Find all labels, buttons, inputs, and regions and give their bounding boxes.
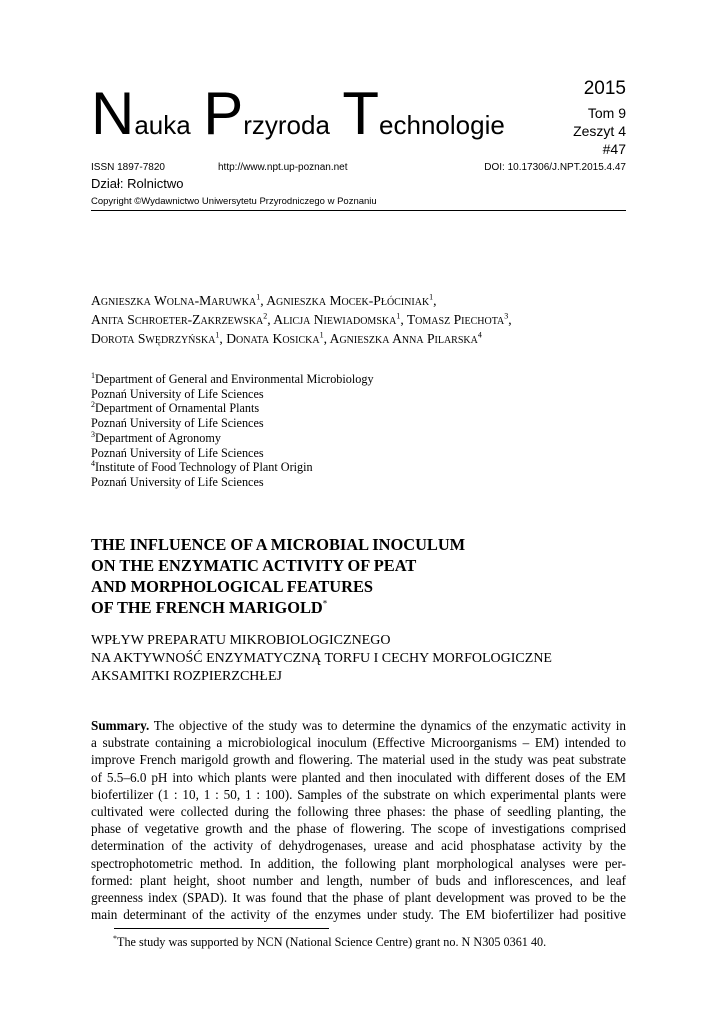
affiliation-text: Department of General and Environmental Microbiology	[95, 372, 374, 386]
journal-volume: Tom 9	[587, 105, 626, 121]
polish-title-line: NA AKTYWNOŚĆ ENZYMATYCZNĄ TORFU I CECHY MORFOLOGICZNE	[91, 650, 552, 666]
affiliation-text: Department of Ornamental Plants	[95, 401, 260, 416]
author-affiliation-mark: 1	[396, 311, 401, 321]
journal-issue: Zeszyt 4	[573, 123, 626, 139]
author-name: Anita Schroeter-Zakrzewska	[91, 312, 264, 327]
summary-line: improve French marigold growth and flowering. The material used in the study was peat substrate	[91, 752, 626, 768]
journal-title-rest-n: auka	[134, 110, 191, 140]
summary-line: determination of the activity of dehydrogenases, urease and acid phosphatase activity by the	[91, 838, 626, 854]
author-line-2	[91, 310, 631, 329]
summary-line: of 5.5–6.0 pH into which plants were planted and then inoculated with different doses of the EM	[91, 769, 626, 785]
affiliation-list	[91, 372, 374, 490]
polish-title-line: WPŁYW PREPARATU MIKROBIOLOGICZNEGO	[91, 633, 391, 648]
affiliation-mark: 1	[91, 370, 95, 380]
article-title-line: OF THE FRENCH MARIGOLD	[91, 598, 323, 617]
polish-title-line: AKSAMITKI ROZPIERZCHŁEJ	[91, 668, 282, 684]
affiliation-text: Poznań University of Life Sciences	[91, 416, 264, 431]
affiliation-text: Institute of Food Technology of Plant Origin	[95, 460, 313, 475]
article-title-line: ON THE ENZYMATIC ACTIVITY OF PEAT	[91, 556, 417, 575]
affiliation-line	[91, 431, 374, 446]
author-name: , Alicja Niewiadomska	[267, 312, 397, 327]
summary-text: The objective of the study was to determine the dynamics of the enzymatic activity in	[149, 718, 626, 733]
author-name: , Tomasz Piechota	[400, 312, 505, 327]
summary-line: biofertilizer (1 : 10, 1 : 50, 1 : 100). Samples of the substrate on which experimental plants were	[91, 786, 626, 802]
author-list	[91, 291, 631, 348]
journal-title-initial-n: N	[91, 80, 135, 147]
journal-year: 2015	[583, 78, 626, 99]
journal-section: Dział: Rolnictwo	[91, 176, 184, 191]
summary-label: Summary.	[91, 718, 150, 733]
affiliation-text: Poznań University of Life Sciences	[91, 386, 264, 401]
footnote-text: The study was supported by NCN (National Science Centre) grant no. N N305 0361 40.	[117, 935, 547, 949]
author-affiliation-mark: 2	[263, 311, 268, 321]
article-title-line: AND MORPHOLOGICAL FEATURES	[91, 577, 374, 596]
affiliation-line	[91, 475, 374, 490]
footnote	[113, 934, 546, 950]
summary-paragraph	[91, 717, 626, 923]
affiliation-text: Poznań University of Life Sciences	[91, 474, 264, 489]
journal-doi: DOI: 10.17306/J.NPT.2015.4.47	[484, 162, 626, 173]
header-divider	[91, 210, 626, 211]
affiliation-line	[91, 460, 374, 475]
polish-title	[91, 632, 552, 685]
article-title-line: THE INFLUENCE OF A MICROBIAL INOCULUM	[91, 535, 466, 554]
affiliation-mark: 4	[91, 459, 95, 469]
author-affiliation-mark: 1	[256, 292, 261, 302]
title-footnote-mark[interactable]: *	[322, 598, 328, 609]
summary-line: formed: plant height, shoot number and length, number of buds and inflorescences, and leaf	[91, 872, 626, 888]
journal-title-initial-t: T	[342, 80, 380, 147]
journal-issn: ISSN 1897-7820	[91, 162, 165, 173]
summary-line: a substrate containing a microbiological inoculum (Effective Microorganisms – EM) intended to	[91, 735, 626, 751]
author-name: , Donata Kosicka	[219, 331, 320, 346]
affiliation-line	[91, 446, 374, 461]
affiliation-line	[91, 401, 374, 416]
author-affiliation-mark: 4	[477, 330, 482, 340]
author-affiliation-mark: 1	[215, 330, 220, 340]
article-title-last-line	[91, 597, 465, 618]
journal-copyright: Copyright ©Wydawnictwo Uniwersytetu Przyrodniczego w Poznaniu	[91, 196, 377, 207]
author-name: , Agnieszka Anna Pilarska	[323, 331, 478, 346]
journal-title-initial-p: P	[203, 80, 244, 147]
footnote-divider	[114, 928, 329, 929]
footnote-mark: *	[113, 933, 117, 943]
article-title	[91, 534, 465, 618]
summary-line: phase of vegetative growth and the phase of flowering. The scope of investigations comprised	[91, 821, 626, 837]
author-name: Agnieszka Wolna-Maruwka	[91, 293, 257, 308]
author-separator: ,	[433, 293, 437, 308]
journal-volume-block	[573, 104, 626, 158]
affiliation-mark: 2	[91, 400, 95, 410]
affiliation-line	[91, 416, 374, 431]
summary-line: spectrophotometric method. In addition, the following plant morphological analyses were per-	[91, 855, 626, 871]
summary-line	[91, 717, 626, 734]
affiliation-text: Poznań University of Life Sciences	[91, 445, 264, 460]
affiliation-line	[91, 387, 374, 402]
summary-line: greenness index (SPAD). It was found that the phase of plant development was proved to be the	[91, 889, 626, 905]
affiliation-line	[91, 372, 374, 387]
summary-line: main determinant of the activity of the enzymes under study. The EM biofertilizer had positive	[91, 907, 626, 923]
author-separator: ,	[508, 312, 512, 327]
author-affiliation-mark: 3	[504, 311, 509, 321]
journal-number: #47	[602, 141, 626, 157]
author-line-3	[91, 329, 631, 348]
author-name: , Agnieszka Mocek-Płóciniak	[260, 293, 430, 308]
author-affiliation-mark: 1	[319, 330, 324, 340]
summary-line: cultivated were collected during the following three phases: the phase of seedling planting, the	[91, 803, 626, 819]
author-affiliation-mark: 1	[429, 292, 434, 302]
author-line-1	[91, 291, 631, 310]
journal-title-rest-t: echnologie	[379, 110, 505, 140]
author-name: Dorota Swędrzyńska	[91, 331, 216, 346]
journal-url[interactable]: http://www.npt.up-poznan.net	[218, 162, 348, 173]
affiliation-mark: 3	[91, 429, 95, 439]
affiliation-text: Department of Agronomy	[95, 430, 221, 445]
journal-title-rest-p: rzyroda	[243, 110, 330, 140]
journal-title	[91, 80, 505, 147]
